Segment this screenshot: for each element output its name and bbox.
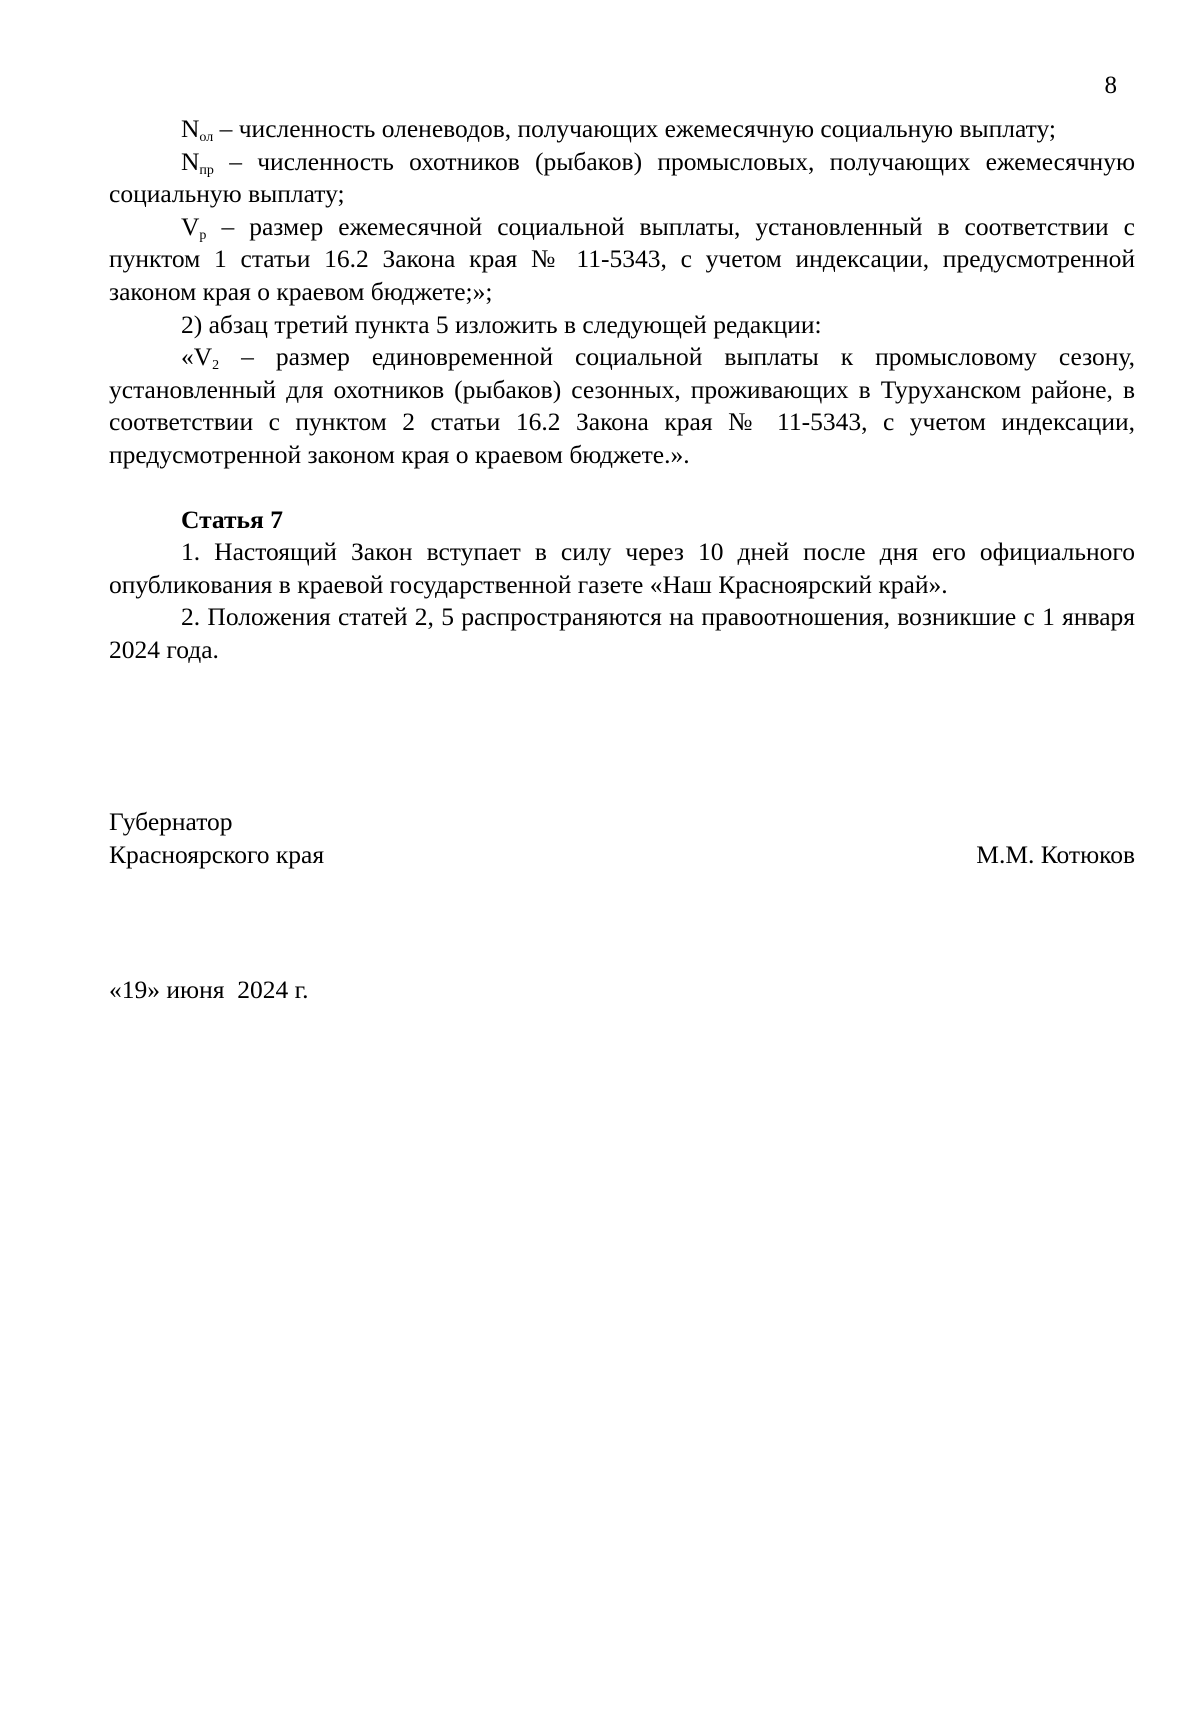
dash: – <box>229 146 242 176</box>
item-2-quote <box>109 341 1135 471</box>
dash: – <box>219 114 233 143</box>
signing-date: «19» июня 2024 г. <box>109 975 309 1004</box>
definition-v-r <box>109 211 1135 309</box>
item-2-intro: 2) абзац третий пункта 5 изложить в следующей редакции: <box>181 309 822 339</box>
symbol-subscript: ол <box>199 130 214 145</box>
document-body <box>109 113 1135 667</box>
quote-symbol: «V <box>181 342 213 372</box>
definition-text: численность оленеводов, получающих ежемесячную социальную выплату; <box>238 114 1056 143</box>
definition-text: размер ежемесячной социальной выплаты, установленный в соответствии с пунктом 1 статьи 16.2 Закона края № 11-5343, с учетом индексации, предусмотренной законом края о краевом бюджете;»; <box>109 211 1135 306</box>
symbol: V <box>181 211 200 241</box>
signatory-title-line-2: Красноярского края <box>109 839 325 869</box>
quote-text: – размер единовременной социальной выплаты к промысловому сезону, установленный для охотников (рыбаков) сезонных, проживающих в Туруханском районе, в соответствии с пунктом 2 статьи 16.2 Закона края № 11-5343, с учетом индексации, предусмотренной законом края о краевом бюджете.». <box>109 342 1135 469</box>
definition-n-pr <box>109 146 1135 211</box>
dash: – <box>221 211 235 241</box>
article-7-heading: Статья 7 <box>181 504 283 534</box>
symbol: N <box>181 114 200 143</box>
symbol-subscript: р <box>199 227 207 243</box>
signature-block <box>109 806 1135 871</box>
symbol-subscript: пр <box>199 162 214 178</box>
signatory-name: М.М. Котюков <box>976 839 1135 869</box>
page-number: 8 <box>1104 72 1117 99</box>
article-7-paragraph-2: 2. Положения статей 2, 5 распространяются на правоотношения, возникшие с 1 января 2024 года. <box>109 602 1135 664</box>
signature-row <box>109 839 1135 872</box>
article-7-paragraph-1: 1. Настоящий Закон вступает в силу через 10 дней после дня его официального опубликования в краевой государственной газете «Наш Красноярский край». <box>109 537 1135 599</box>
quote-subscript: 2 <box>212 358 220 374</box>
definition-text: численность охотников (рыбаков) промысловых, получающих ежемесячную социальную выплату; <box>109 146 1136 209</box>
symbol: N <box>181 146 200 176</box>
definition-n-ol <box>109 113 1135 146</box>
signatory-title-line-1: Губернатор <box>109 807 233 836</box>
